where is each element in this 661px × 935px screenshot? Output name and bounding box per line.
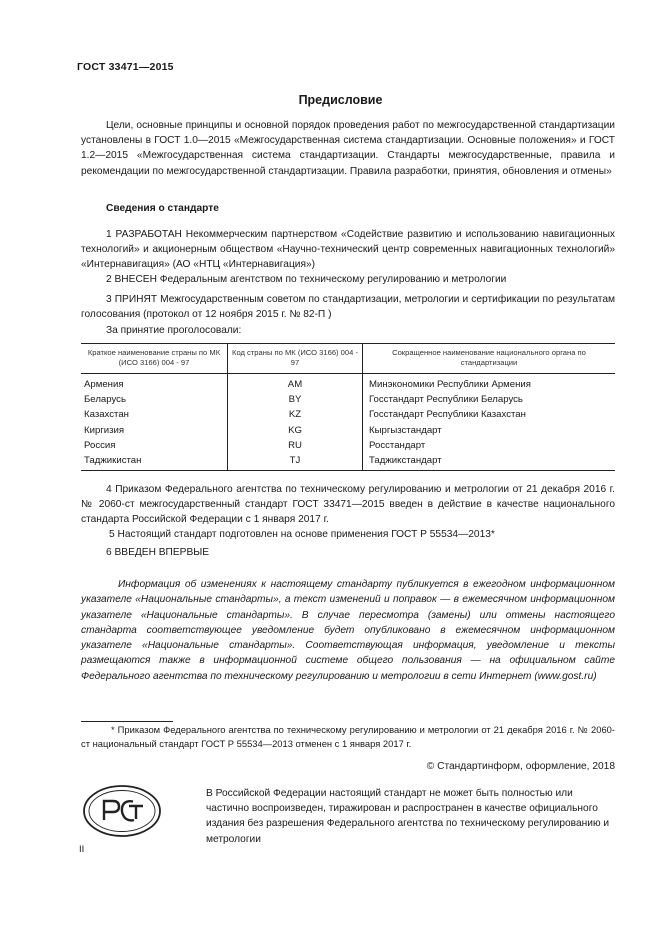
cell-org: Таджикстандарт [363, 453, 616, 471]
table-row [81, 453, 615, 471]
cell-country: Армения [84, 379, 124, 390]
footnote-divider [81, 721, 173, 722]
cell-code: BY [228, 392, 363, 407]
footnote-text: * Приказом Федерального агентства по техническому регулированию и метрологии от 21 декабря 2016 г. № 2060-ст национальный стандарт ГОСТ Р 55534—2013 отменен с 1 января 2017 г. [81, 724, 615, 749]
copyright-notice: В Российской Федерации настоящий стандарт не может быть полностью или частично воспроизведен, тиражирован и распространен в качестве официального издания без разрешения Федерального агентства по техническому регулированию и метрологии [206, 788, 610, 845]
item-2-text: 2 ВНЕСЕН Федеральным агентством по техническому регулированию и метрологии [106, 274, 507, 285]
table-row [81, 374, 615, 393]
item-6: 6 ВВЕДЕН ВПЕРВЫЕ [106, 547, 210, 558]
item-3-text: 3 ПРИНЯТ Межгосударственным советом по стандартизации, метрологии и сертификации по результатам голосования (протокол от 12 ноября 2015 г. № 82-П ) [81, 294, 615, 321]
table-header-row [81, 344, 615, 374]
item-1 [81, 227, 615, 273]
voting-table [81, 343, 615, 471]
intro-text: Цели, основные принципы и основной порядок проведения работ по межгосударственной стандартизации установлены в ГОСТ 1.0—2015 «Межгосударственная система стандартизации. Основные положения» и ГОСТ 1.2—2015 «Межгосударственная система стандартизации. Стандарты межгосударственные, правила и рекомендации по межгосударственной стандартизации. Правила разработки, принятия, обновления и отмены» [81, 120, 615, 177]
cell-country: Таджикистан [81, 453, 228, 471]
cell-org: Минэкономики Республики Армения [363, 374, 616, 393]
header-country: Краткое наименование страны по МК (ИСО 3166) 004 - 97 [81, 344, 228, 374]
item-5 [81, 527, 615, 542]
intro-paragraph [81, 118, 615, 179]
page-number: II [79, 844, 85, 855]
cell-org: Госстандарт Республики Беларусь [363, 392, 616, 407]
item-4-text: 4 Приказом Федерального агентства по техническому регулированию и метрологии от 21 декабря 2016 г. № 2060-ст межгосударственный стандарт ГОСТ 33471—2015 введен в действие в качестве национального стандарта Российской Федерации с 1 января 2017 г. [81, 484, 615, 526]
cell-country: Киргизия [84, 424, 125, 436]
cell-org: Росстандарт [363, 438, 616, 453]
rst-logo [82, 784, 162, 838]
table-row [81, 438, 615, 453]
info-block-text: Информация об изменениях к настоящему стандарту публикуется в ежегодном информационном указателе «Национальные стандарты», а текст изменений и поправок — в ежемесячном информационном указателе «Национальные стандарты». В случае пересмотра (замены) или отмены настоящего стандарта соответствующее уведомление будет опубликовано в ежемесячном информационном указателе «Национальные стандарты». Соответствующая информация, уведомление и тексты размещаются также в информационной системе общего пользования — на официальном сайте Федерального агентства по техническому регулированию и метрологии в сети Интернет (www.gost.ru) [81, 579, 615, 682]
cell-country: Россия [84, 439, 116, 451]
item-2 [81, 272, 615, 287]
cell-org: Госстандарт Республики Казахстан [363, 407, 616, 422]
cell-country: Беларусь [84, 394, 126, 406]
section-heading: Сведения о стандарте [106, 203, 219, 214]
item-5-text: 5 Настоящий стандарт подготовлен на основе применения ГОСТ Р 55534—2013* [109, 529, 495, 540]
header-code: Код страны по МК (ИСО 3166) 004 - 97 [228, 344, 363, 374]
cell-code: TJ [228, 453, 363, 471]
voted-label: За принятие проголосовали: [106, 325, 242, 336]
page-title: Предисловие [298, 93, 383, 107]
cell-code: AM [228, 374, 363, 393]
copyright: © Стандартинформ, оформление, 2018 [426, 761, 615, 772]
item-1-text: 1 РАЗРАБОТАН Некоммерческим партнерством «Содействие развитию и использованию навигационных технологий» и акционерным обществом «Научно-технический центр современных навигационных технологий» «Интернавигация» (АО «НТЦ «Интернавигация») [81, 229, 615, 271]
table-row [81, 423, 615, 438]
cell-org: Кыргызстандарт [363, 423, 616, 438]
cell-code: KG [228, 423, 363, 438]
info-block [81, 577, 615, 684]
cell-code: KZ [228, 407, 363, 422]
cell-country: Казахстан [84, 409, 129, 421]
document-code: ГОСТ 33471—2015 [77, 61, 174, 73]
table-row [81, 407, 615, 422]
item-4 [81, 482, 615, 528]
header-org: Сокращенное наименование национального органа по стандартизации [363, 344, 616, 374]
cell-code: RU [228, 438, 363, 453]
footnote [81, 723, 615, 750]
table-row [81, 392, 615, 407]
item-3 [81, 292, 615, 322]
